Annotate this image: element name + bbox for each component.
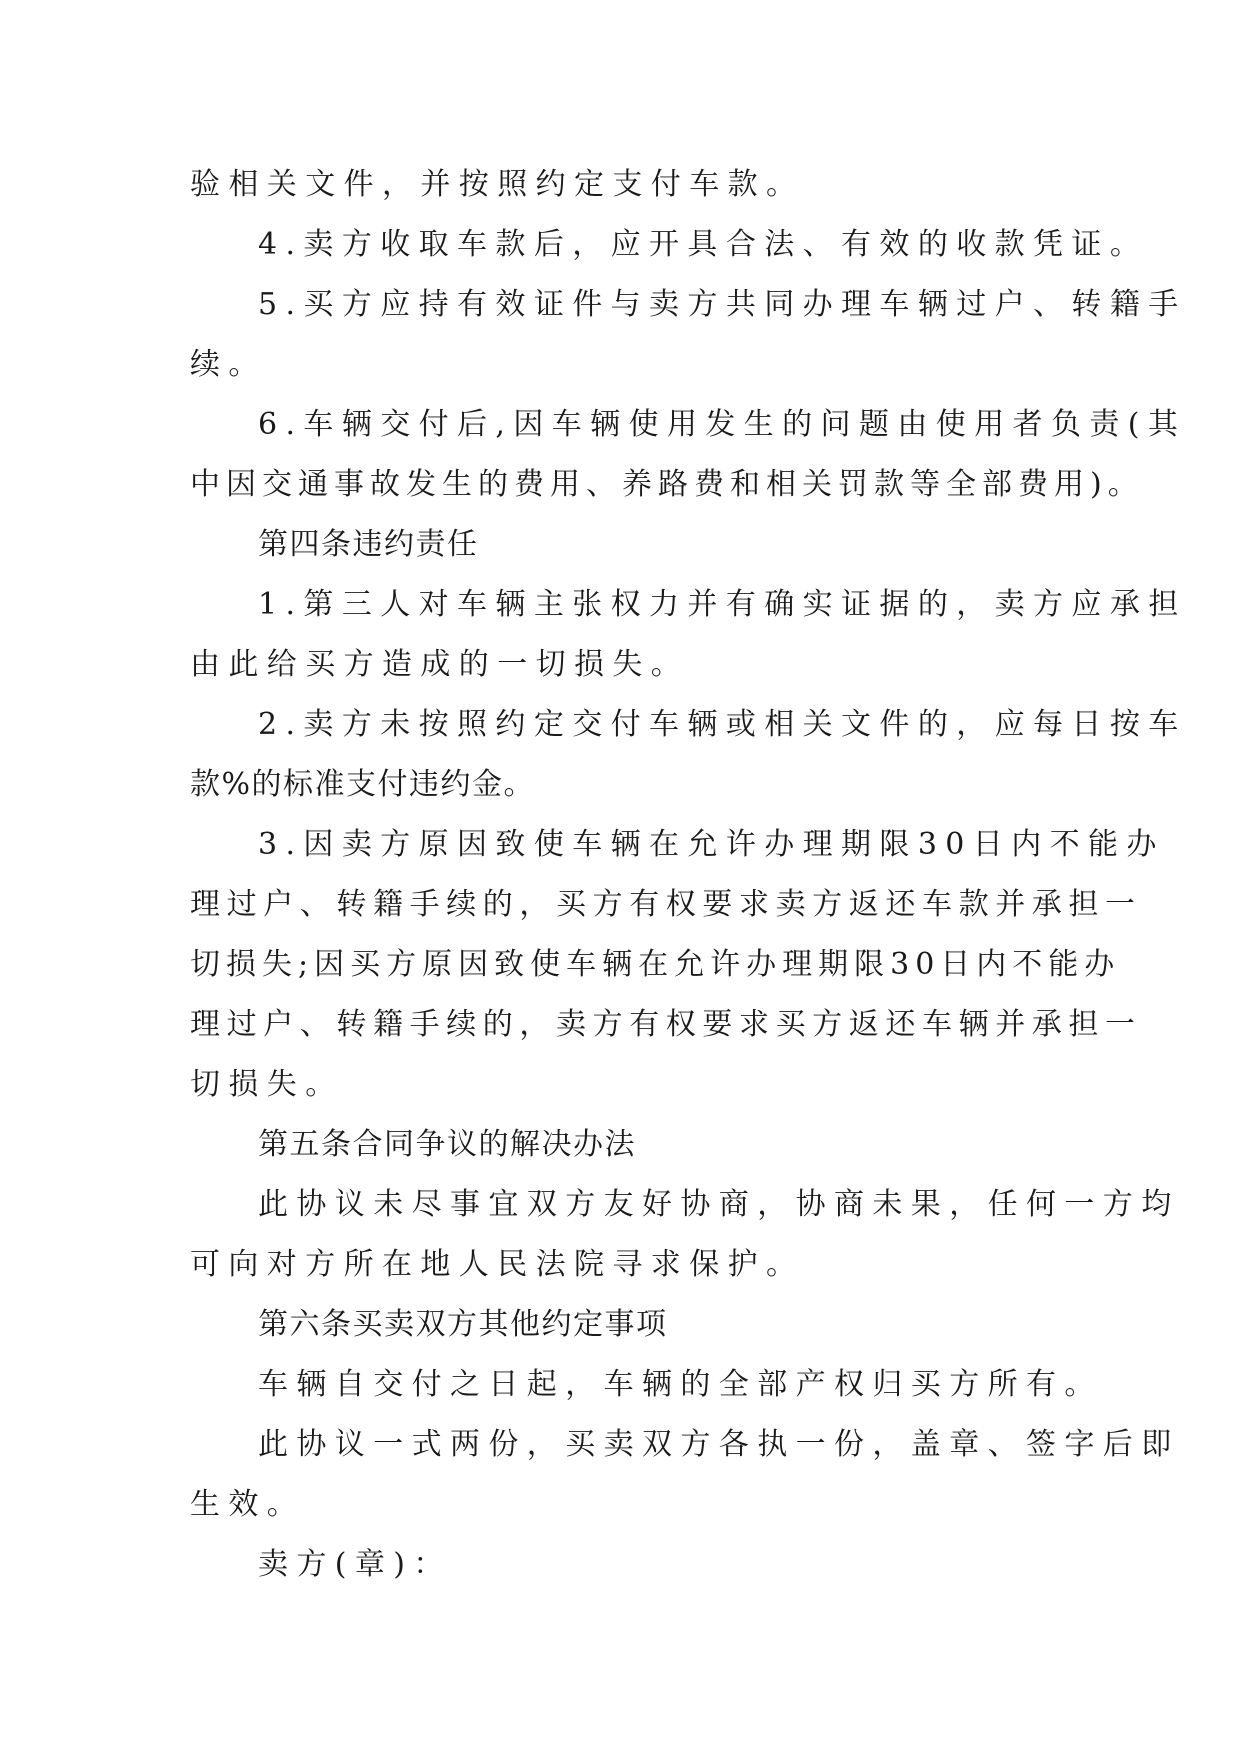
text-line: 由此给买方造成的一切损失。 — [190, 647, 690, 682]
section-heading: 第四条违约责任 — [258, 527, 479, 562]
text-line: 此协议未尽事宜双方友好协商，协商未果，任何一方均 — [258, 1187, 1180, 1222]
text-line: 5.买方应持有效证件与卖方共同办理车辆过户、转籍手 — [258, 287, 1187, 322]
text-line: 6.车辆交付后,因车辆使用发生的问题由使用者负责(其 — [258, 407, 1187, 442]
text-line: 生效。 — [190, 1487, 306, 1522]
text-line: 中因交通事故发生的费用、养路费和相关罚款等全部费用)。 — [190, 467, 1144, 502]
text-line: 此协议一式两份，买卖双方各执一份，盖章、签字后即 — [258, 1427, 1180, 1462]
text-line: 可向对方所在地人民法院寻求保护。 — [190, 1247, 805, 1282]
text-line: 理过户、转籍手续的，卖方有权要求买方返还车辆并承担一 — [190, 1007, 1142, 1042]
text-line: 理过户、转籍手续的，买方有权要求卖方返还车款并承担一 — [190, 887, 1142, 922]
text-line: 3.因卖方原因致使车辆在允许办理期限30日内不能办 — [258, 827, 1165, 862]
document-body — [190, 155, 1187, 1595]
text-line: 2.卖方未按照约定交付车辆或相关文件的，应每日按车 — [258, 707, 1187, 742]
section-heading: 第六条买卖双方其他约定事项 — [258, 1307, 668, 1342]
text-line: 款%的标准支付违约金。 — [190, 767, 536, 802]
text-line: 验相关文件，并按照约定支付车款。 — [190, 167, 805, 202]
text-line: 1.第三人对车辆主张权力并有确实证据的，卖方应承担 — [258, 587, 1187, 622]
text-line: 续。 — [190, 347, 267, 382]
text-line: 切损失;因买方原因致使车辆在允许办理期限30日内不能办 — [190, 947, 1121, 982]
text-line: 切损失。 — [190, 1067, 344, 1102]
text-line: 车辆自交付之日起，车辆的全部产权归买方所有。 — [258, 1367, 1103, 1402]
text-line: 4.卖方收取车款后，应开具合法、有效的收款凭证。 — [258, 227, 1149, 262]
section-heading: 第五条合同争议的解决办法 — [258, 1127, 636, 1162]
signature-label: 卖方(章)： — [258, 1547, 452, 1582]
